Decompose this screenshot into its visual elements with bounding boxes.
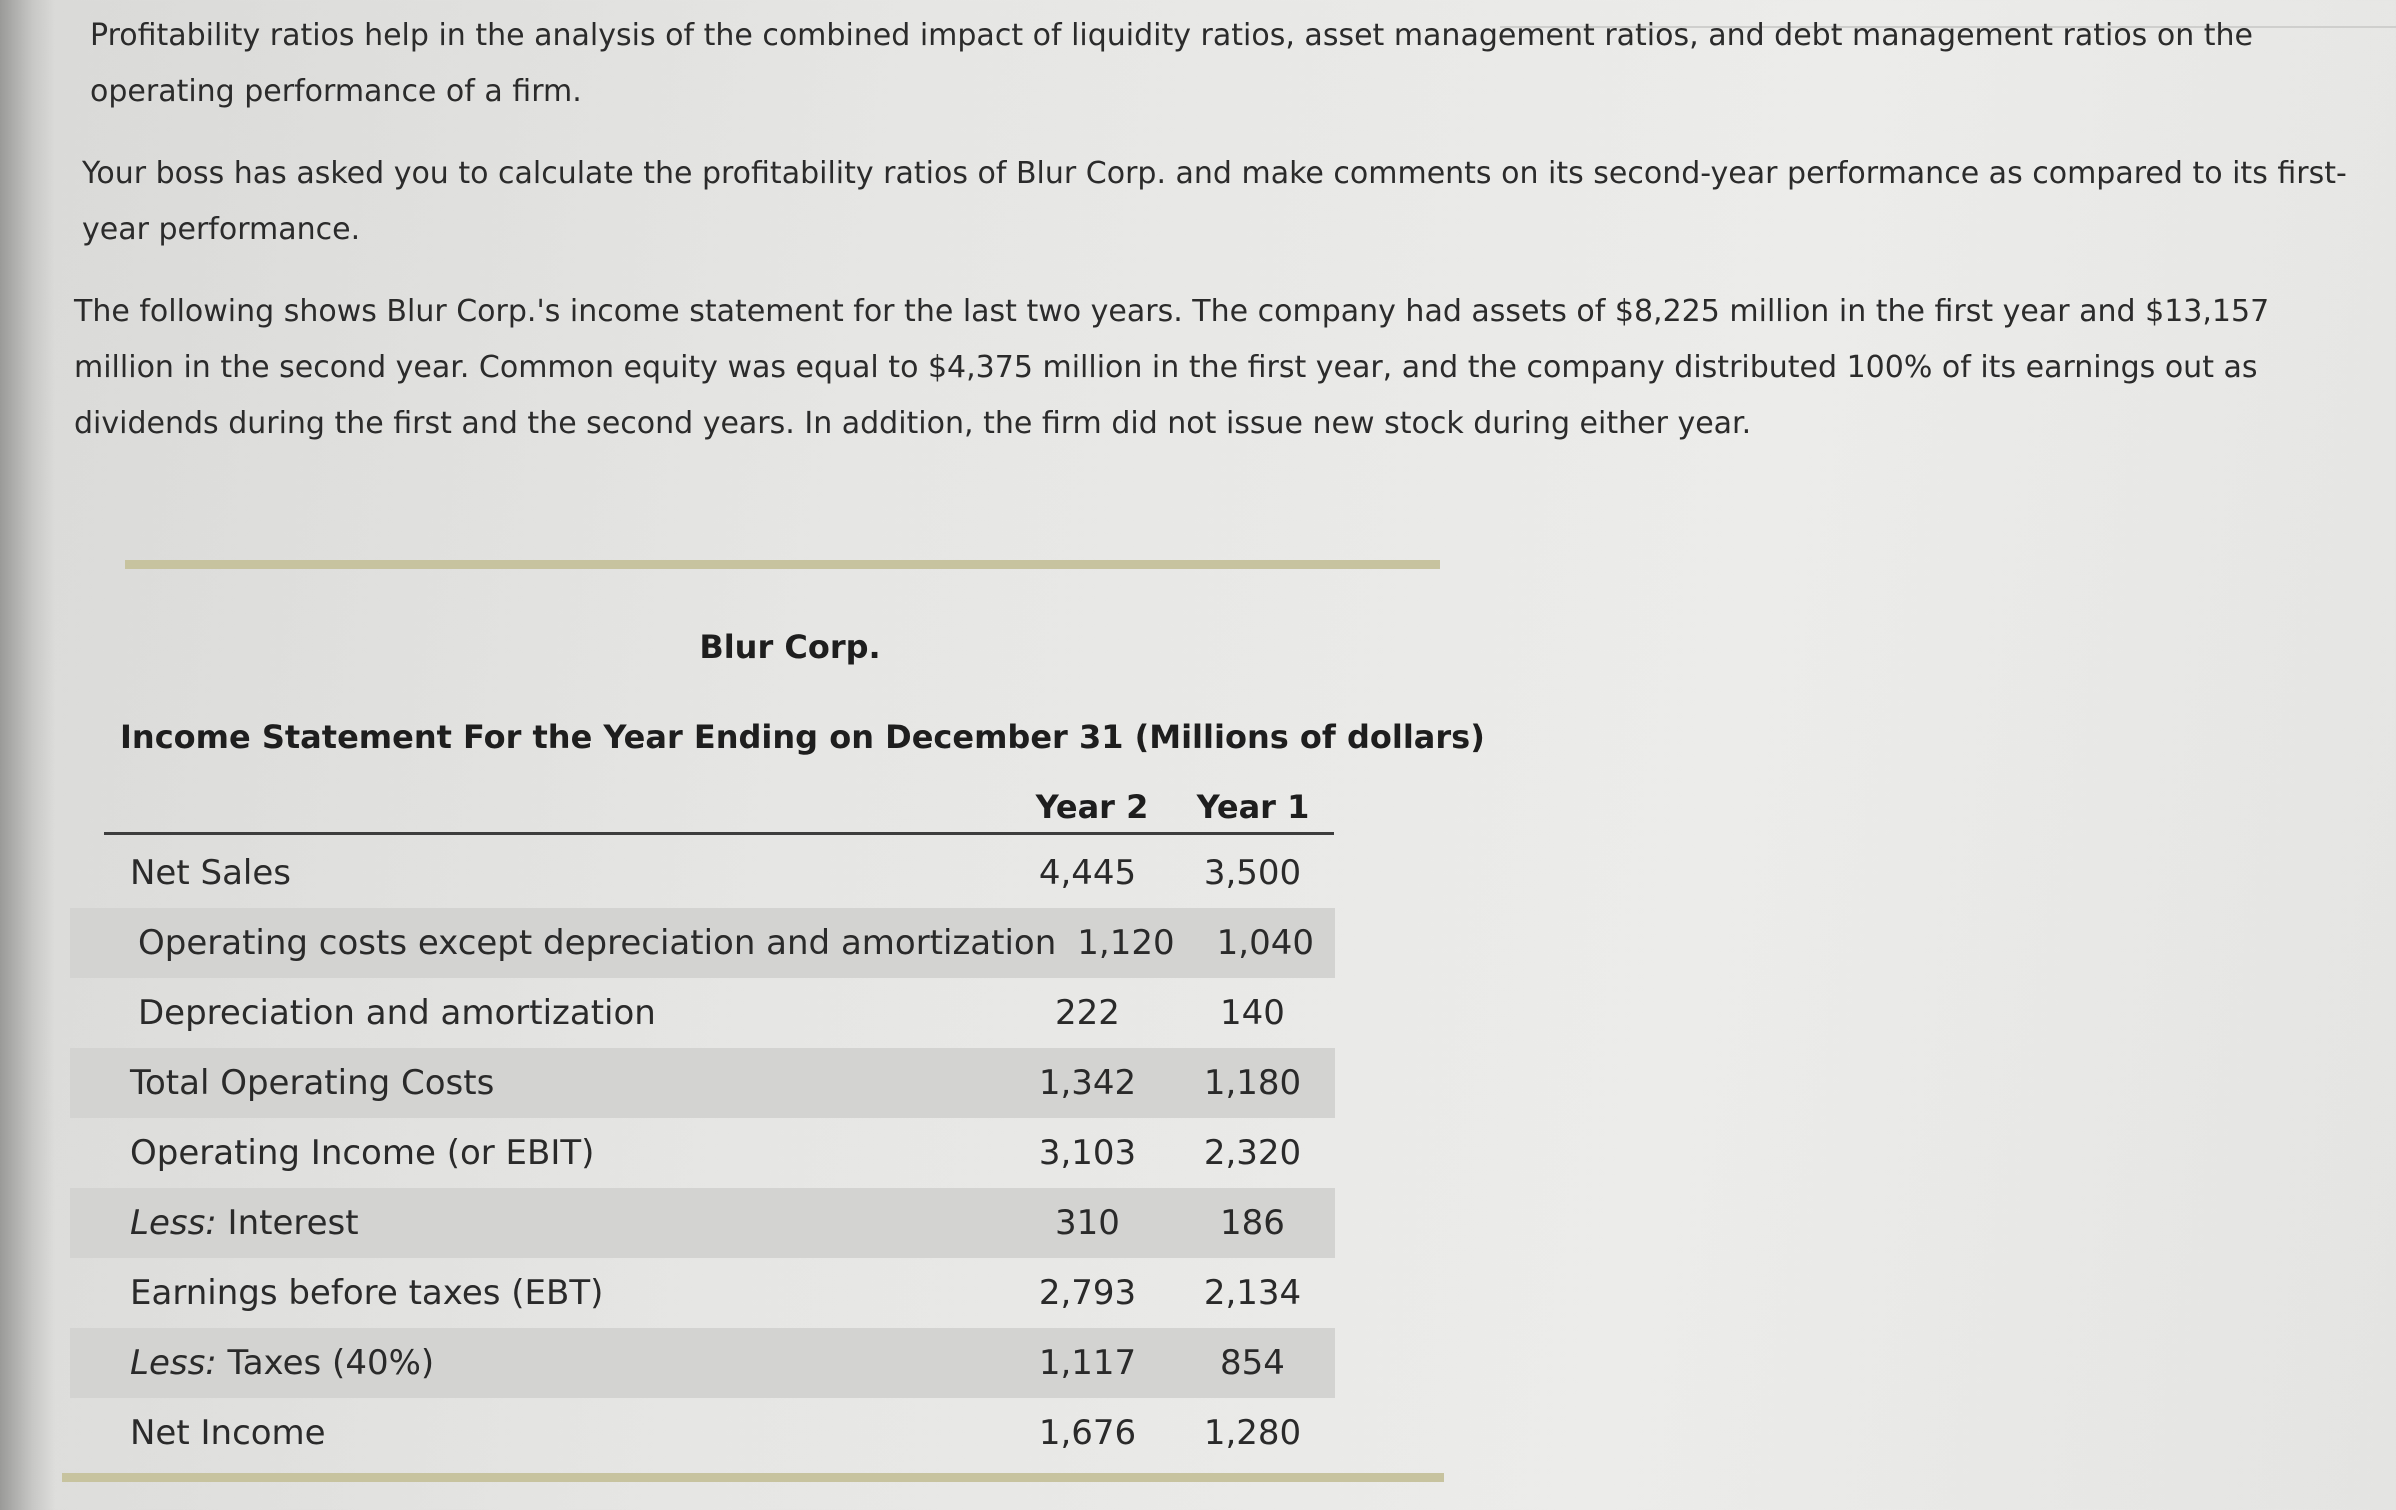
value-year-1: 140: [1220, 993, 1285, 1033]
row-label-rest: Taxes (40%): [216, 1343, 435, 1383]
value-year-2: 3,103: [1038, 1133, 1137, 1173]
row-label-prefix: Less:: [130, 1343, 217, 1383]
value-year-1: 854: [1220, 1343, 1285, 1383]
value-year-1: 1,280: [1203, 1413, 1302, 1453]
value-year-2: 1,676: [1038, 1413, 1137, 1453]
row-label: Operating costs except depreciation and amortization: [138, 923, 1057, 963]
intro-paragraph-1: Profitability ratios help in the analysis of the combined impact of liquidity ratios, asset management ratios, and debt management ratios on the operating performance of a firm.: [90, 18, 2253, 109]
value-year-2: 1,117: [1038, 1343, 1137, 1383]
column-header-year-1: Year 1: [1196, 788, 1310, 826]
row-label-rest: Interest: [216, 1203, 359, 1243]
value-year-1: 186: [1220, 1203, 1285, 1243]
table-row-operating-costs: [70, 908, 1335, 978]
table-row-ebt: [70, 1258, 1335, 1328]
row-label: [70, 1203, 1005, 1243]
row-label: Earnings before taxes (EBT): [130, 1273, 604, 1313]
company-name: Blur Corp.: [699, 628, 881, 666]
value-year-2: 1,120: [1077, 923, 1175, 963]
screen-edge-shadow: [0, 0, 55, 1510]
row-label-prefix: Less:: [130, 1203, 217, 1243]
row-label: Total Operating Costs: [130, 1063, 495, 1103]
value-year-2: 2,793: [1038, 1273, 1137, 1313]
value-year-2: 310: [1055, 1203, 1120, 1243]
table-row-depreciation: [70, 978, 1335, 1048]
value-year-1: 1,180: [1203, 1063, 1302, 1103]
intro-paragraph-2: Your boss has asked you to calculate the profitability ratios of Blur Corp. and make comments on its second-year performance as compared to its first-year performance.: [82, 156, 2347, 247]
table-row-net-sales: [70, 838, 1335, 908]
row-label: [70, 1343, 1005, 1383]
table-top-rule: [125, 560, 1440, 569]
value-year-2: 4,445: [1038, 853, 1137, 893]
table-row-operating-income: [70, 1118, 1335, 1188]
table-row-net-income: [70, 1398, 1335, 1468]
intro-text: [74, 8, 2360, 478]
value-year-1: 1,040: [1216, 923, 1314, 963]
table-row-interest: [70, 1188, 1335, 1258]
table-row-taxes: [70, 1328, 1335, 1398]
header-rule: [104, 832, 1334, 835]
row-label: Net Sales: [130, 853, 291, 893]
value-year-1: 2,134: [1203, 1273, 1302, 1313]
table-bottom-rule: [62, 1473, 1444, 1482]
row-label: Net Income: [130, 1413, 326, 1453]
row-label: Operating Income (or EBIT): [130, 1133, 595, 1173]
value-year-1: 2,320: [1203, 1133, 1302, 1173]
intro-paragraph-3: The following shows Blur Corp.'s income statement for the last two years. The company had assets of $8,225 million in the first year and $13,157 million in the second year. Common equity was equal to $4,375 million in the first year, and the company distributed 100% of its earnings out as dividends during the first and the second years. In addition, the firm did not issue new stock during either year.: [74, 294, 2270, 441]
value-year-2: 222: [1055, 993, 1120, 1033]
table-row-total-operating-costs: [70, 1048, 1335, 1118]
value-year-1: 3,500: [1203, 853, 1302, 893]
row-label: Depreciation and amortization: [138, 993, 656, 1033]
income-statement-table: [70, 838, 1335, 1468]
column-header-year-2: Year 2: [1035, 788, 1149, 826]
value-year-2: 1,342: [1038, 1063, 1137, 1103]
statement-title: Income Statement For the Year Ending on December 31 (Millions of dollars): [120, 718, 1485, 756]
